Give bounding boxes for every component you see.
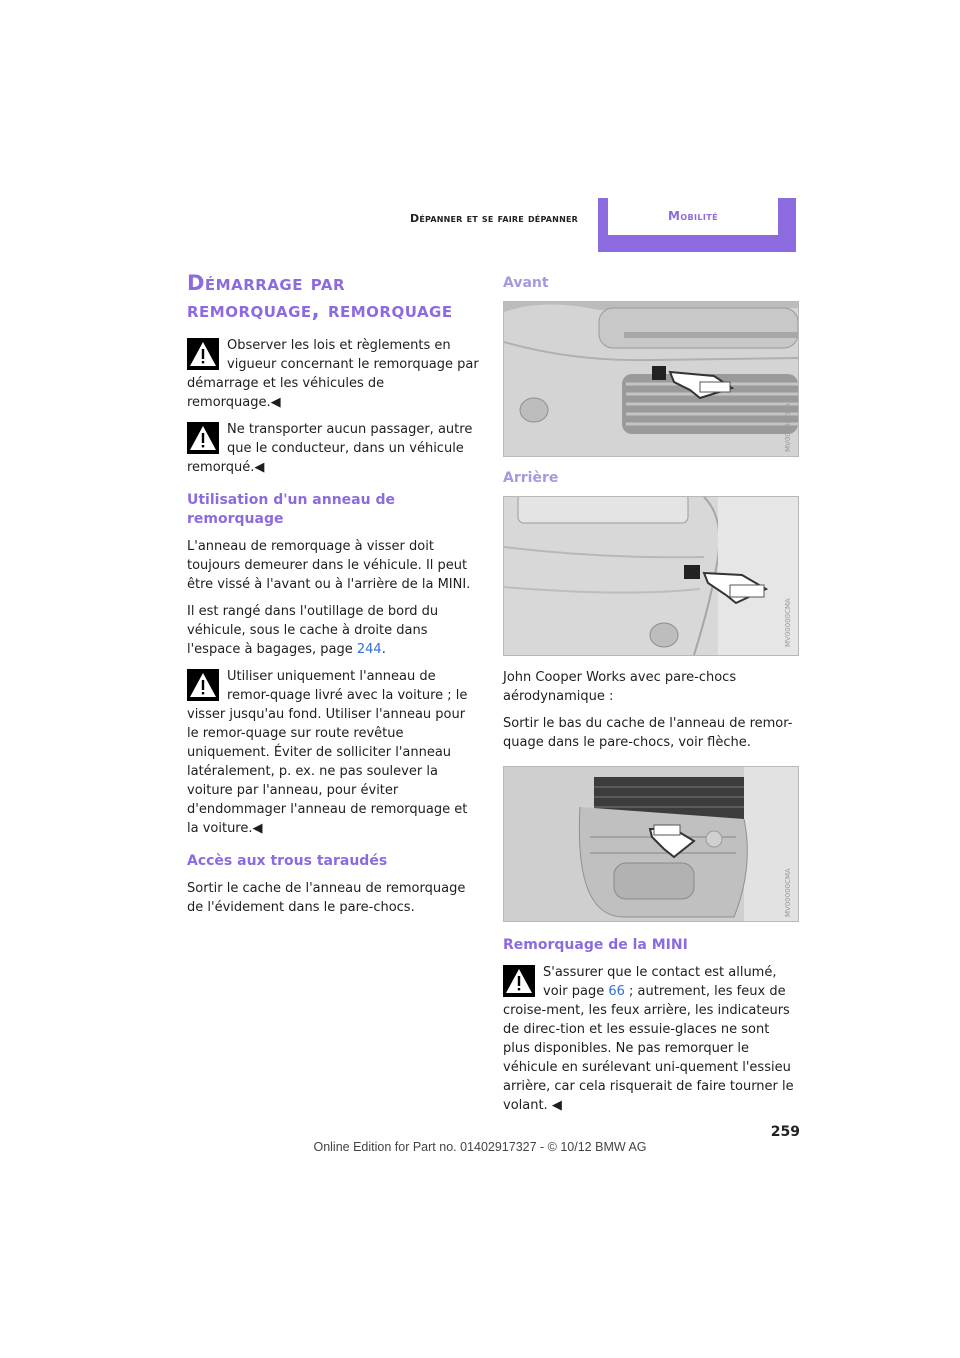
svg-text:MV00000CMA: MV00000CMA bbox=[784, 403, 792, 452]
end-mark: ◀ bbox=[551, 1098, 562, 1113]
ring-heading: Utilisation d'un anneau de remorquage bbox=[187, 492, 395, 527]
right-column bbox=[503, 270, 799, 1123]
left-column bbox=[187, 270, 479, 925]
jcw-bumper-image bbox=[503, 766, 799, 922]
holes-heading: Accès aux trous taraudés bbox=[187, 853, 388, 869]
svg-text:MV00000CMA: MV00000CMA bbox=[784, 868, 792, 917]
page-title: Démarrage par remorquage, remorquage bbox=[187, 271, 453, 322]
ring-paragraph-2: Il est rangé dans l'outillage de bord du véhicule, sous le cache à droite dans l'espace à bagages, page 244. bbox=[187, 604, 439, 657]
jcw-paragraph-1: John Cooper Works avec pare-chocs aérodynamique : bbox=[503, 670, 737, 704]
rear-bumper-image bbox=[503, 496, 799, 656]
chapter-tab-label: Mobilité bbox=[667, 209, 718, 223]
warning-ring-only: Utiliser uniquement l'anneau de remor-quage livré avec la voiture ; le visser jusqu'au fond. Utiliser l'anneau pour le remor-quage sur route revêtue uniquement. Éviter de solliciter l'anneau latéralement, p. ex. ne pas soulever la voiture par l'anneau, pour éviter d'endommager l'anneau de remorquage et la voiture.◀ bbox=[187, 669, 468, 836]
warning-icon bbox=[187, 669, 219, 701]
towing-heading: Remorquage de la MINI bbox=[503, 937, 688, 953]
ring-paragraph-1: L'anneau de remorquage à visser doit toujours demeurer dans le véhicule. Il peut être vissé à l'avant ou à l'arrière de la MINI. bbox=[187, 539, 471, 592]
end-mark: ◀ bbox=[252, 821, 263, 836]
page-link-244[interactable]: 244 bbox=[356, 642, 382, 657]
holes-paragraph: Sortir le cache de l'anneau de remorquage de l'évidement dans le pare-chocs. bbox=[187, 881, 466, 915]
running-header-section: Dépanner et se faire dépanner bbox=[410, 212, 578, 225]
page-link-66[interactable]: 66 bbox=[608, 984, 625, 999]
end-mark: ◀ bbox=[270, 395, 281, 410]
warning-laws: Observer les lois et règlements en vigueur concernant le remorquage par démarrage et les véhicules de remorquage.◀ bbox=[187, 338, 479, 410]
end-mark: ◀ bbox=[254, 460, 265, 475]
chapter-tab bbox=[598, 198, 796, 252]
svg-text:MV00000CMA: MV00000CMA bbox=[784, 598, 792, 647]
front-figure-title: Avant bbox=[503, 275, 549, 291]
warning-passengers: Ne transporter aucun passager, autre que le conducteur, dans un véhicule remorqué.◀ bbox=[187, 422, 473, 475]
warning-icon bbox=[187, 338, 219, 370]
page-number: 259 bbox=[770, 1124, 800, 1140]
front-bumper-image bbox=[503, 301, 799, 457]
warning-towing: S'assurer que le contact est allumé, voir page 66 ; autrement, les feux de croise-ment, les feux arrière, les indicateurs de direc-tion et les essuie-glaces ne sont plus disponibles. Ne pas remorquer le véhicule en surélevant uni-quement l'essieu arrière, car cela risquerait de faire tourner le volant. ◀ bbox=[503, 965, 794, 1113]
warning-icon bbox=[503, 965, 535, 997]
rear-figure-title: Arrière bbox=[503, 470, 559, 486]
warning-icon bbox=[187, 422, 219, 454]
footer-edition: Online Edition for Part no. 01402917327 - © 10/12 BMW AG bbox=[313, 1140, 647, 1154]
jcw-paragraph-2: Sortir le bas du cache de l'anneau de remor-quage dans le pare-chocs, voir flèche. bbox=[503, 716, 793, 750]
